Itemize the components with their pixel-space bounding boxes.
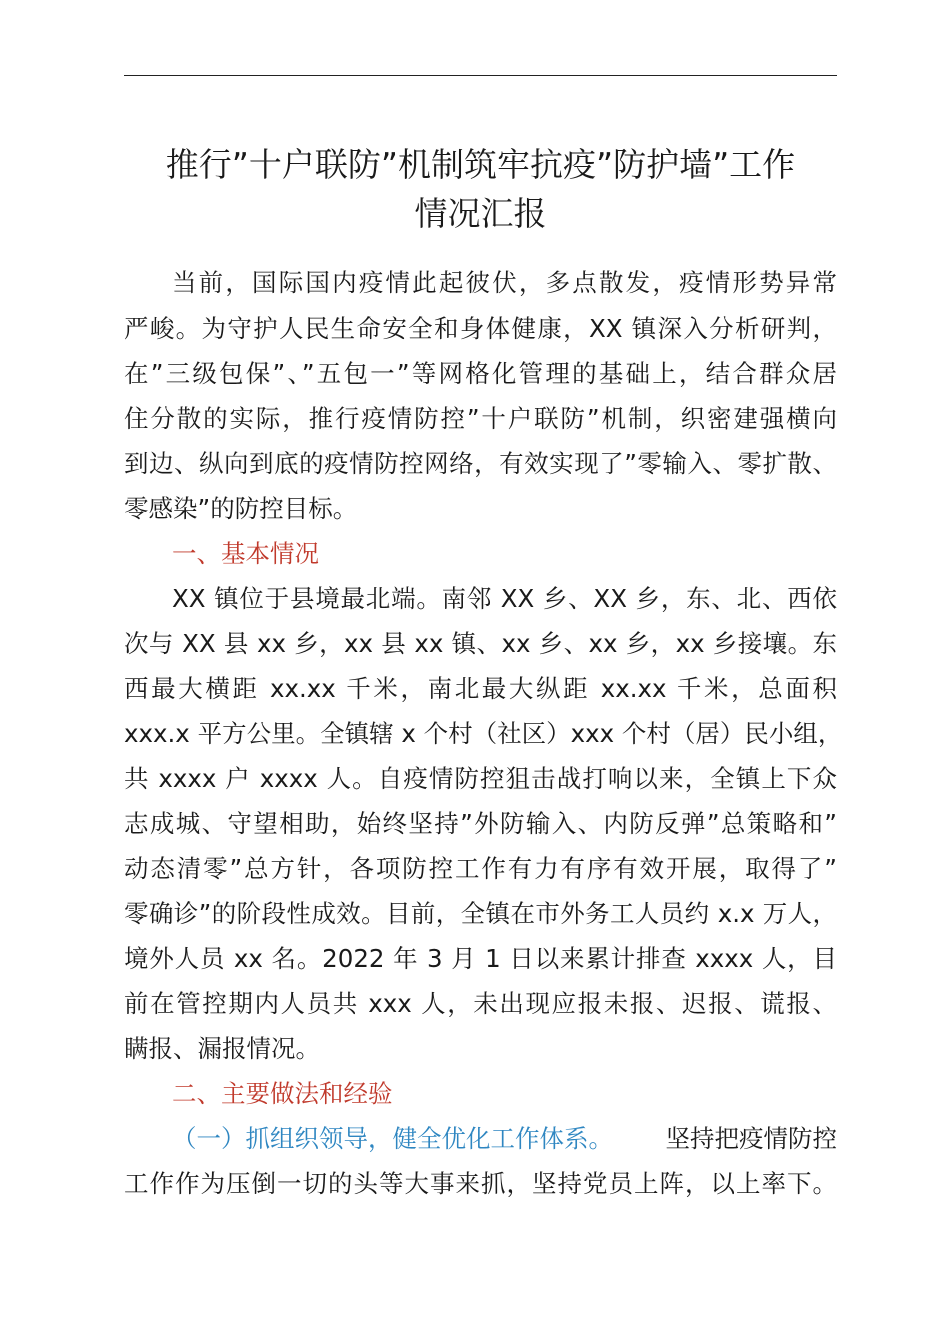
intro-line: 严峻。为守护人民生命安全和身体健康，XX 镇深入分析研判， — [124, 314, 837, 343]
section1-line: 共 xxxx 户 xxxx 人。自疫情防控狙击战打响以来，全镇上下众 — [124, 764, 837, 793]
header-rule — [124, 75, 837, 76]
section1-line: 前在管控期内人员共 xxx 人，未出现应报未报、迟报、谎报、 — [124, 989, 837, 1018]
intro-line: 零感染”的防控目标。 — [124, 494, 358, 523]
section1-line: 次与 XX 县 xx 乡，xx 县 xx 镇、xx 乡、xx 乡，xx 乡接壤。东 — [124, 629, 837, 658]
intro-line: 住分散的实际，推行疫情防控”十户联防”机制，织密建强横向 — [124, 404, 837, 433]
intro-line: 当前，国际国内疫情此起彼伏，多点散发，疫情形势异常 — [172, 268, 837, 297]
subsection-title: （一）抓组织领导，健全优化工作体系。 — [172, 1124, 613, 1153]
section1-line: XX 镇位于县境最北端。南邻 XX 乡、XX 乡，东、北、西依 — [172, 584, 837, 613]
intro-line: 在”三级包保”、”五包一”等网格化管理的基础上，结合群众居 — [124, 359, 837, 388]
intro-line: 到边、纵向到底的疫情防控网络，有效实现了”零输入、零扩散、 — [124, 449, 837, 478]
document-title-line-2: 情况汇报 — [414, 194, 547, 233]
section-heading-main-practices: 二、主要做法和经验 — [172, 1079, 393, 1108]
section2-line: 工作作为压倒一切的头等大事来抓，坚持党员上阵，以上率下。 — [124, 1169, 837, 1198]
section-heading-basic-situation: 一、基本情况 — [172, 539, 319, 568]
section1-line: 动态清零”总方针，各项防控工作有力有序有效开展，取得了” — [124, 854, 837, 883]
section1-line: 西最大横距 xx.xx 千米，南北最大纵距 xx.xx 千米，总面积 — [124, 674, 837, 703]
document-title-line-1: 推行”十户联防”机制筑牢抗疫”防护墙”工作 — [165, 145, 796, 184]
section1-line: 瞒报、漏报情况。 — [124, 1034, 320, 1063]
subsection-text: 坚持把疫情防控 — [665, 1124, 837, 1153]
section2-first-line — [172, 1124, 837, 1154]
section1-line: 零确诊”的阶段性成效。目前，全镇在市外务工人员约 x.x 万人， — [124, 899, 837, 928]
section1-line: xxx.x 平方公里。全镇辖 x 个村（社区）xxx 个村（居）民小组， — [124, 719, 843, 748]
section1-line: 志成城、守望相助，始终坚持”外防输入、内防反弹”总策略和” — [124, 809, 837, 838]
section1-line: 境外人员 xx 名。2022 年 3 月 1 日以来累计排查 xxxx 人，目 — [124, 944, 837, 973]
